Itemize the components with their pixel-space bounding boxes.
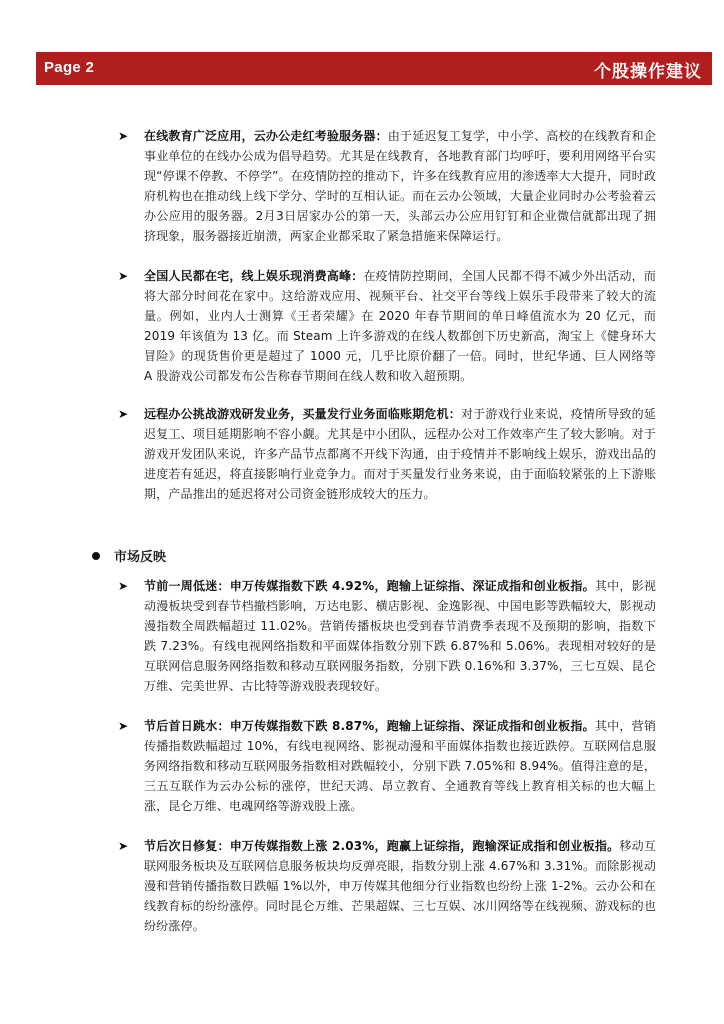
page-number: Page 2 bbox=[44, 59, 95, 76]
bullet-home-entertainment bbox=[118, 266, 656, 386]
bullet-text bbox=[144, 404, 656, 504]
bullet-heading: 节后首日跳水：申万传媒指数下跌 8.87%，跑输上证综指、深证成指和创业板指。 bbox=[144, 719, 595, 733]
arrow-bullet-icon: ➤ bbox=[118, 719, 129, 733]
bullet-online-education bbox=[118, 126, 656, 246]
section-title: 市场反映 bbox=[114, 550, 167, 565]
arrow-bullet-icon: ➤ bbox=[118, 579, 129, 593]
bullet-heading: 在线教育广泛应用，云办公走红考验服务器： bbox=[144, 129, 388, 143]
arrow-bullet-icon: ➤ bbox=[118, 129, 129, 143]
bullet-text bbox=[144, 716, 656, 816]
arrow-bullet-icon: ➤ bbox=[118, 839, 129, 853]
bullet-first-day-after-holiday bbox=[118, 716, 656, 816]
bullet-body: 其中，营销传播指数跌幅超过 10%，有线电视网络、影视动漫和平面媒体指数也接近跌停。互联网信息服务网络指数和移动互联网服务指数相对跌幅较小，分别下跌 7.05%和 8.94%。值得注意的是，三五互联作为云办公标的涨停，世纪天鸿、昂立教育、全通教育等线上教育相关标的也大幅上涨，昆仑万维、电魂网络等游戏股上涨。 bbox=[144, 719, 656, 813]
bullet-text bbox=[144, 126, 656, 246]
bullet-body: 由于延迟复工复学，中小学、高校的在线教育和企事业单位的在线办公成为倡导趋势。尤其是在线教育，各地教育部门均呼吁，要利用网络平台实现“停课不停教、不停学”。在疫情防控的推动下，许多在线教育应用的渗透率大大提升，同时政府机构也在推动线上线下学分、学时的互相认证。而在云办公领域，大量企业同时办公考验着云办公应用的服务器。2月3日居家办公的第一天，头部云办公应用钉钉和企业微信就都出现了拥挤现象，服务器接近崩溃，两家企业都采取了紧急措施来保障运行。 bbox=[144, 129, 656, 243]
bullet-text bbox=[144, 576, 656, 696]
header-title: 个股操作建议 bbox=[594, 62, 702, 82]
bullet-body: 对于游戏行业来说，疫情所导致的延迟复工、项目延期影响不容小觑。尤其是中小团队，远程办公对工作效率产生了较大影响。对于游戏开发团队来说，许多产品节点都离不开线下沟通，由于疫情并不影响线上娱乐，游戏出品的进度若有延迟，将直接影响行业竞争力。而对于买量发行业务来说，由于面临较紧张的上下游账期，产品推出的延迟将对公司资金链形成较大的压力。 bbox=[144, 407, 657, 501]
arrow-bullet-icon: ➤ bbox=[118, 407, 129, 421]
bullet-heading: 全国人民都在宅，线上娱乐现消费高峰： bbox=[144, 269, 364, 283]
bullet-body: 移动互联网服务板块及互联网信息服务板块均反弹亮眼，指数分别上涨 4.67%和 3.31%。而除影视动漫和营销传播指数日跌幅 1%以外，申万传媒其他细分行业指数也纷纷上涨 1-2%。云办公和在线教育标的纷纷涨停。同时昆仑万维、芒果超媒、三七互娱、冰川网络等在线视频、游戏标的也纷纷涨停。 bbox=[144, 839, 656, 933]
bullet-text bbox=[144, 266, 656, 386]
bullet-heading: 远程办公挑战游戏研发业务，买量发行业务面临账期危机： bbox=[144, 407, 461, 421]
page-header-bar bbox=[36, 52, 712, 85]
section-market-reaction bbox=[92, 548, 166, 568]
bullet-second-day-recovery bbox=[118, 836, 656, 936]
bullet-heading: 节前一周低迷：申万传媒指数下跌 4.92%，跑输上证综指、深证成指和创业板指。 bbox=[144, 579, 595, 593]
arrow-bullet-icon: ➤ bbox=[118, 269, 129, 283]
bullet-heading: 节后次日修复：申万传媒指数上涨 2.03%，跑赢上证综指，跑输深证成指和创业板指。 bbox=[144, 839, 620, 853]
bullet-text bbox=[144, 836, 656, 936]
bullet-body: 其中，影视动漫板块受到春节档撤档影响，万达电影、横店影视、金逸影视、中国电影等跌幅较大，影视动漫指数全周跌幅超过 11.02%。营销传播板块也受到春节消费季表现不及预期的影响，指数下跌 7.23%。有线电视网络指数和平面媒体指数分别下跌 6.87%和 5.06%。表现相对较好的是互联网信息服务网络指数和移动互联网服务指数，分别下跌 0.16%和 3.37%，三七互娱、昆仑万维、完美世界、古比特等游戏股表现较好。 bbox=[144, 579, 656, 693]
circle-bullet-icon bbox=[92, 552, 100, 560]
bullet-pre-holiday-week bbox=[118, 576, 656, 696]
bullet-body: 在疫情防控期间，全国人民都不得不减少外出活动，而将大部分时间花在家中。这给游戏应用、视频平台、社交平台等线上娱乐手段带来了较大的流量。例如，业内人士测算《王者荣耀》在 2020 年春节期间的单日峰值流水为 20 亿元，而 2019 年该值为 13 亿。而 Steam 上许多游戏的在线人数都创下历史新高，淘宝上《健身环大冒险》的现货售价更是超过了 1000 元，几乎比原价翻了一倍。同时，世纪华通、巨人网络等 A 股游戏公司都发布公告称春节期间在线人数和收入超预期。 bbox=[144, 269, 657, 383]
bullet-remote-work-gaming bbox=[118, 404, 656, 504]
